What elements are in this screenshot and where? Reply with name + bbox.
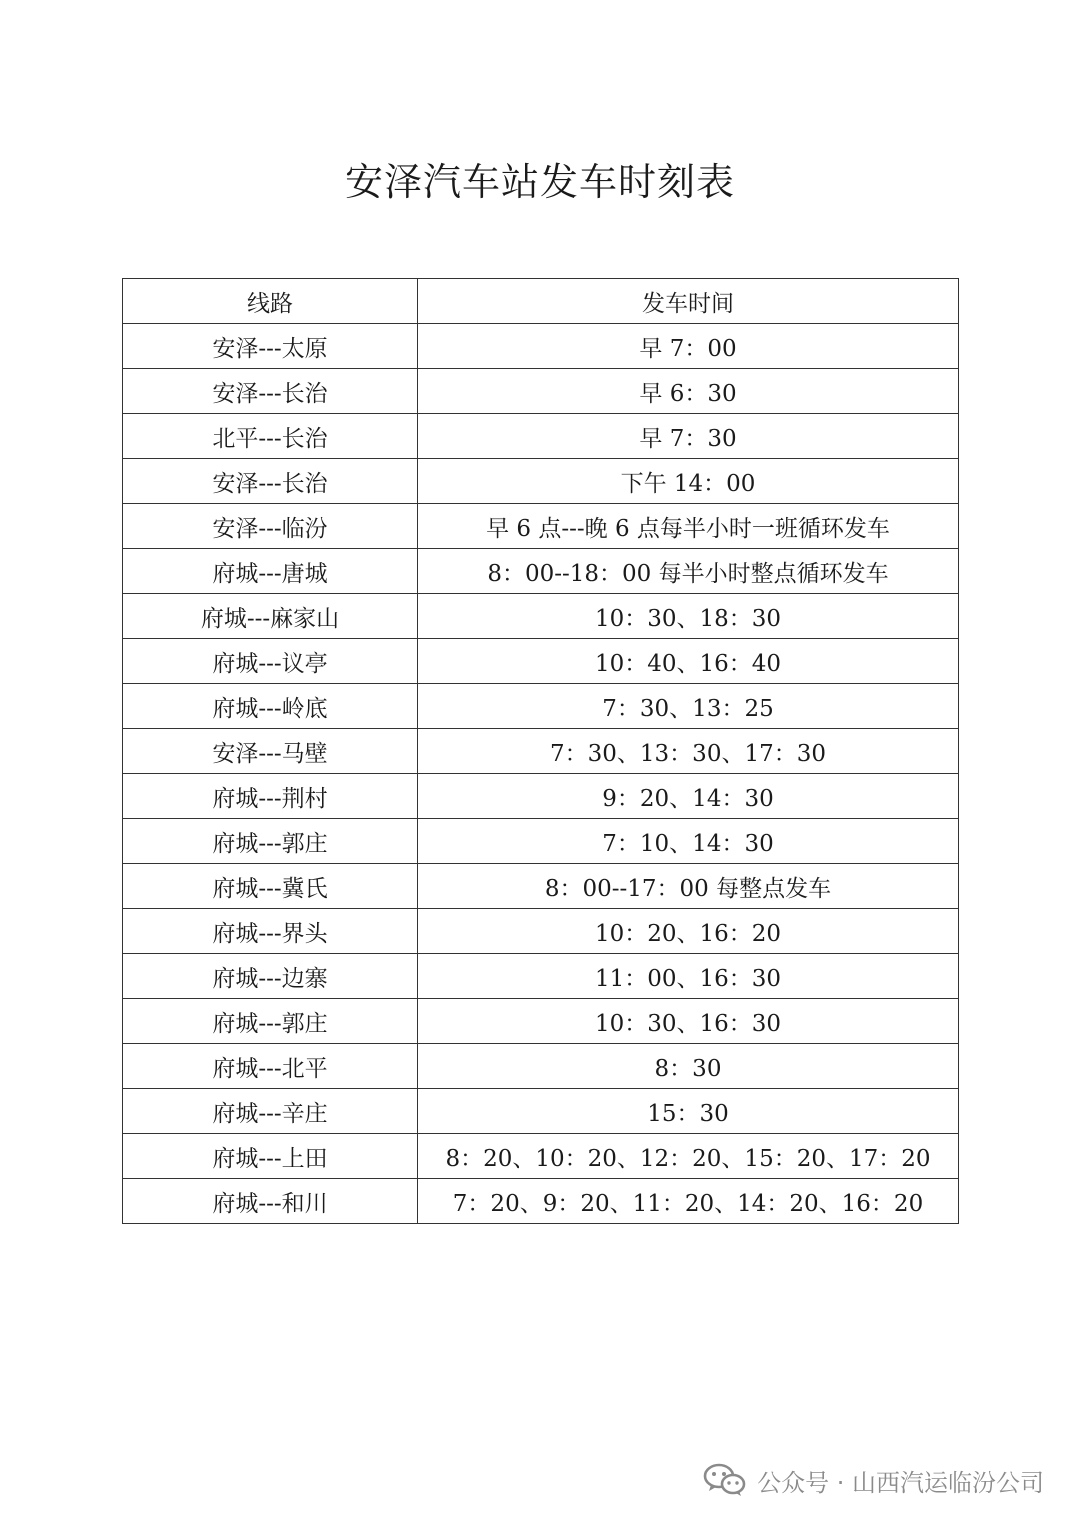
table-row xyxy=(123,1179,959,1224)
route-cell: 府城---郭庄 xyxy=(123,999,418,1044)
table-row xyxy=(123,369,959,414)
route-cell: 府城---北平 xyxy=(123,1044,418,1089)
watermark xyxy=(703,1460,1044,1500)
route-cell: 府城---议亭 xyxy=(123,639,418,684)
time-cell: 7：10、14：30 xyxy=(418,819,959,864)
table-row xyxy=(123,774,959,819)
time-cell: 8：00--18：00 每半小时整点循环发车 xyxy=(418,549,959,594)
route-cell: 安泽---长治 xyxy=(123,369,418,414)
table-row xyxy=(123,954,959,999)
time-cell: 早 7：30 xyxy=(418,414,959,459)
route-cell: 府城---上田 xyxy=(123,1134,418,1179)
table-row xyxy=(123,594,959,639)
route-cell: 府城---郭庄 xyxy=(123,819,418,864)
time-cell: 10：40、16：40 xyxy=(418,639,959,684)
time-cell: 15：30 xyxy=(418,1089,959,1134)
header-route: 线路 xyxy=(123,279,418,324)
table-row xyxy=(123,1089,959,1134)
table-row xyxy=(123,729,959,774)
table-row xyxy=(123,414,959,459)
route-cell: 府城---边寨 xyxy=(123,954,418,999)
route-cell: 府城---岭底 xyxy=(123,684,418,729)
time-cell: 10：30、18：30 xyxy=(418,594,959,639)
time-cell: 10：20、16：20 xyxy=(418,909,959,954)
time-cell: 10：30、16：30 xyxy=(418,999,959,1044)
route-cell: 府城---荆村 xyxy=(123,774,418,819)
time-cell: 早 7：00 xyxy=(418,324,959,369)
route-cell: 安泽---长治 xyxy=(123,459,418,504)
table-row xyxy=(123,324,959,369)
time-cell: 7：30、13：30、17：30 xyxy=(418,729,959,774)
time-cell: 8：20、10：20、12：20、15：20、17：20 xyxy=(418,1134,959,1179)
time-cell: 7：20、9：20、11：20、14：20、16：20 xyxy=(418,1179,959,1224)
time-cell: 9：20、14：30 xyxy=(418,774,959,819)
route-cell: 府城---唐城 xyxy=(123,549,418,594)
table-header-row xyxy=(123,279,959,324)
table-row xyxy=(123,999,959,1044)
table-row xyxy=(123,504,959,549)
time-cell: 7：30、13：25 xyxy=(418,684,959,729)
time-cell: 早 6：30 xyxy=(418,369,959,414)
time-cell: 8：00--17：00 每整点发车 xyxy=(418,864,959,909)
time-cell: 11：00、16：30 xyxy=(418,954,959,999)
route-cell: 府城---和川 xyxy=(123,1179,418,1224)
time-cell: 下午 14：00 xyxy=(418,459,959,504)
route-cell: 北平---长治 xyxy=(123,414,418,459)
table-row xyxy=(123,549,959,594)
time-cell: 早 6 点---晚 6 点每半小时一班循环发车 xyxy=(418,504,959,549)
watermark-text: 公众号 · 山西汽运临汾公司 xyxy=(757,1468,1044,1497)
route-cell: 安泽---临汾 xyxy=(123,504,418,549)
route-cell: 府城---冀氏 xyxy=(123,864,418,909)
header-time: 发车时间 xyxy=(418,279,959,324)
table-row xyxy=(123,1044,959,1089)
schedule-table xyxy=(122,278,959,1224)
table-row xyxy=(123,819,959,864)
table-row xyxy=(123,459,959,504)
route-cell: 府城---辛庄 xyxy=(123,1089,418,1134)
time-cell: 8：30 xyxy=(418,1044,959,1089)
page-title: 安泽汽车站发车时刻表 xyxy=(344,160,735,204)
table-row xyxy=(123,864,959,909)
table-row xyxy=(123,639,959,684)
route-cell: 安泽---马壁 xyxy=(123,729,418,774)
table-row xyxy=(123,909,959,954)
wechat-icon xyxy=(703,1462,747,1498)
table-row xyxy=(123,1134,959,1179)
route-cell: 安泽---太原 xyxy=(123,324,418,369)
route-cell: 府城---麻家山 xyxy=(123,594,418,639)
table-row xyxy=(123,684,959,729)
route-cell: 府城---界头 xyxy=(123,909,418,954)
